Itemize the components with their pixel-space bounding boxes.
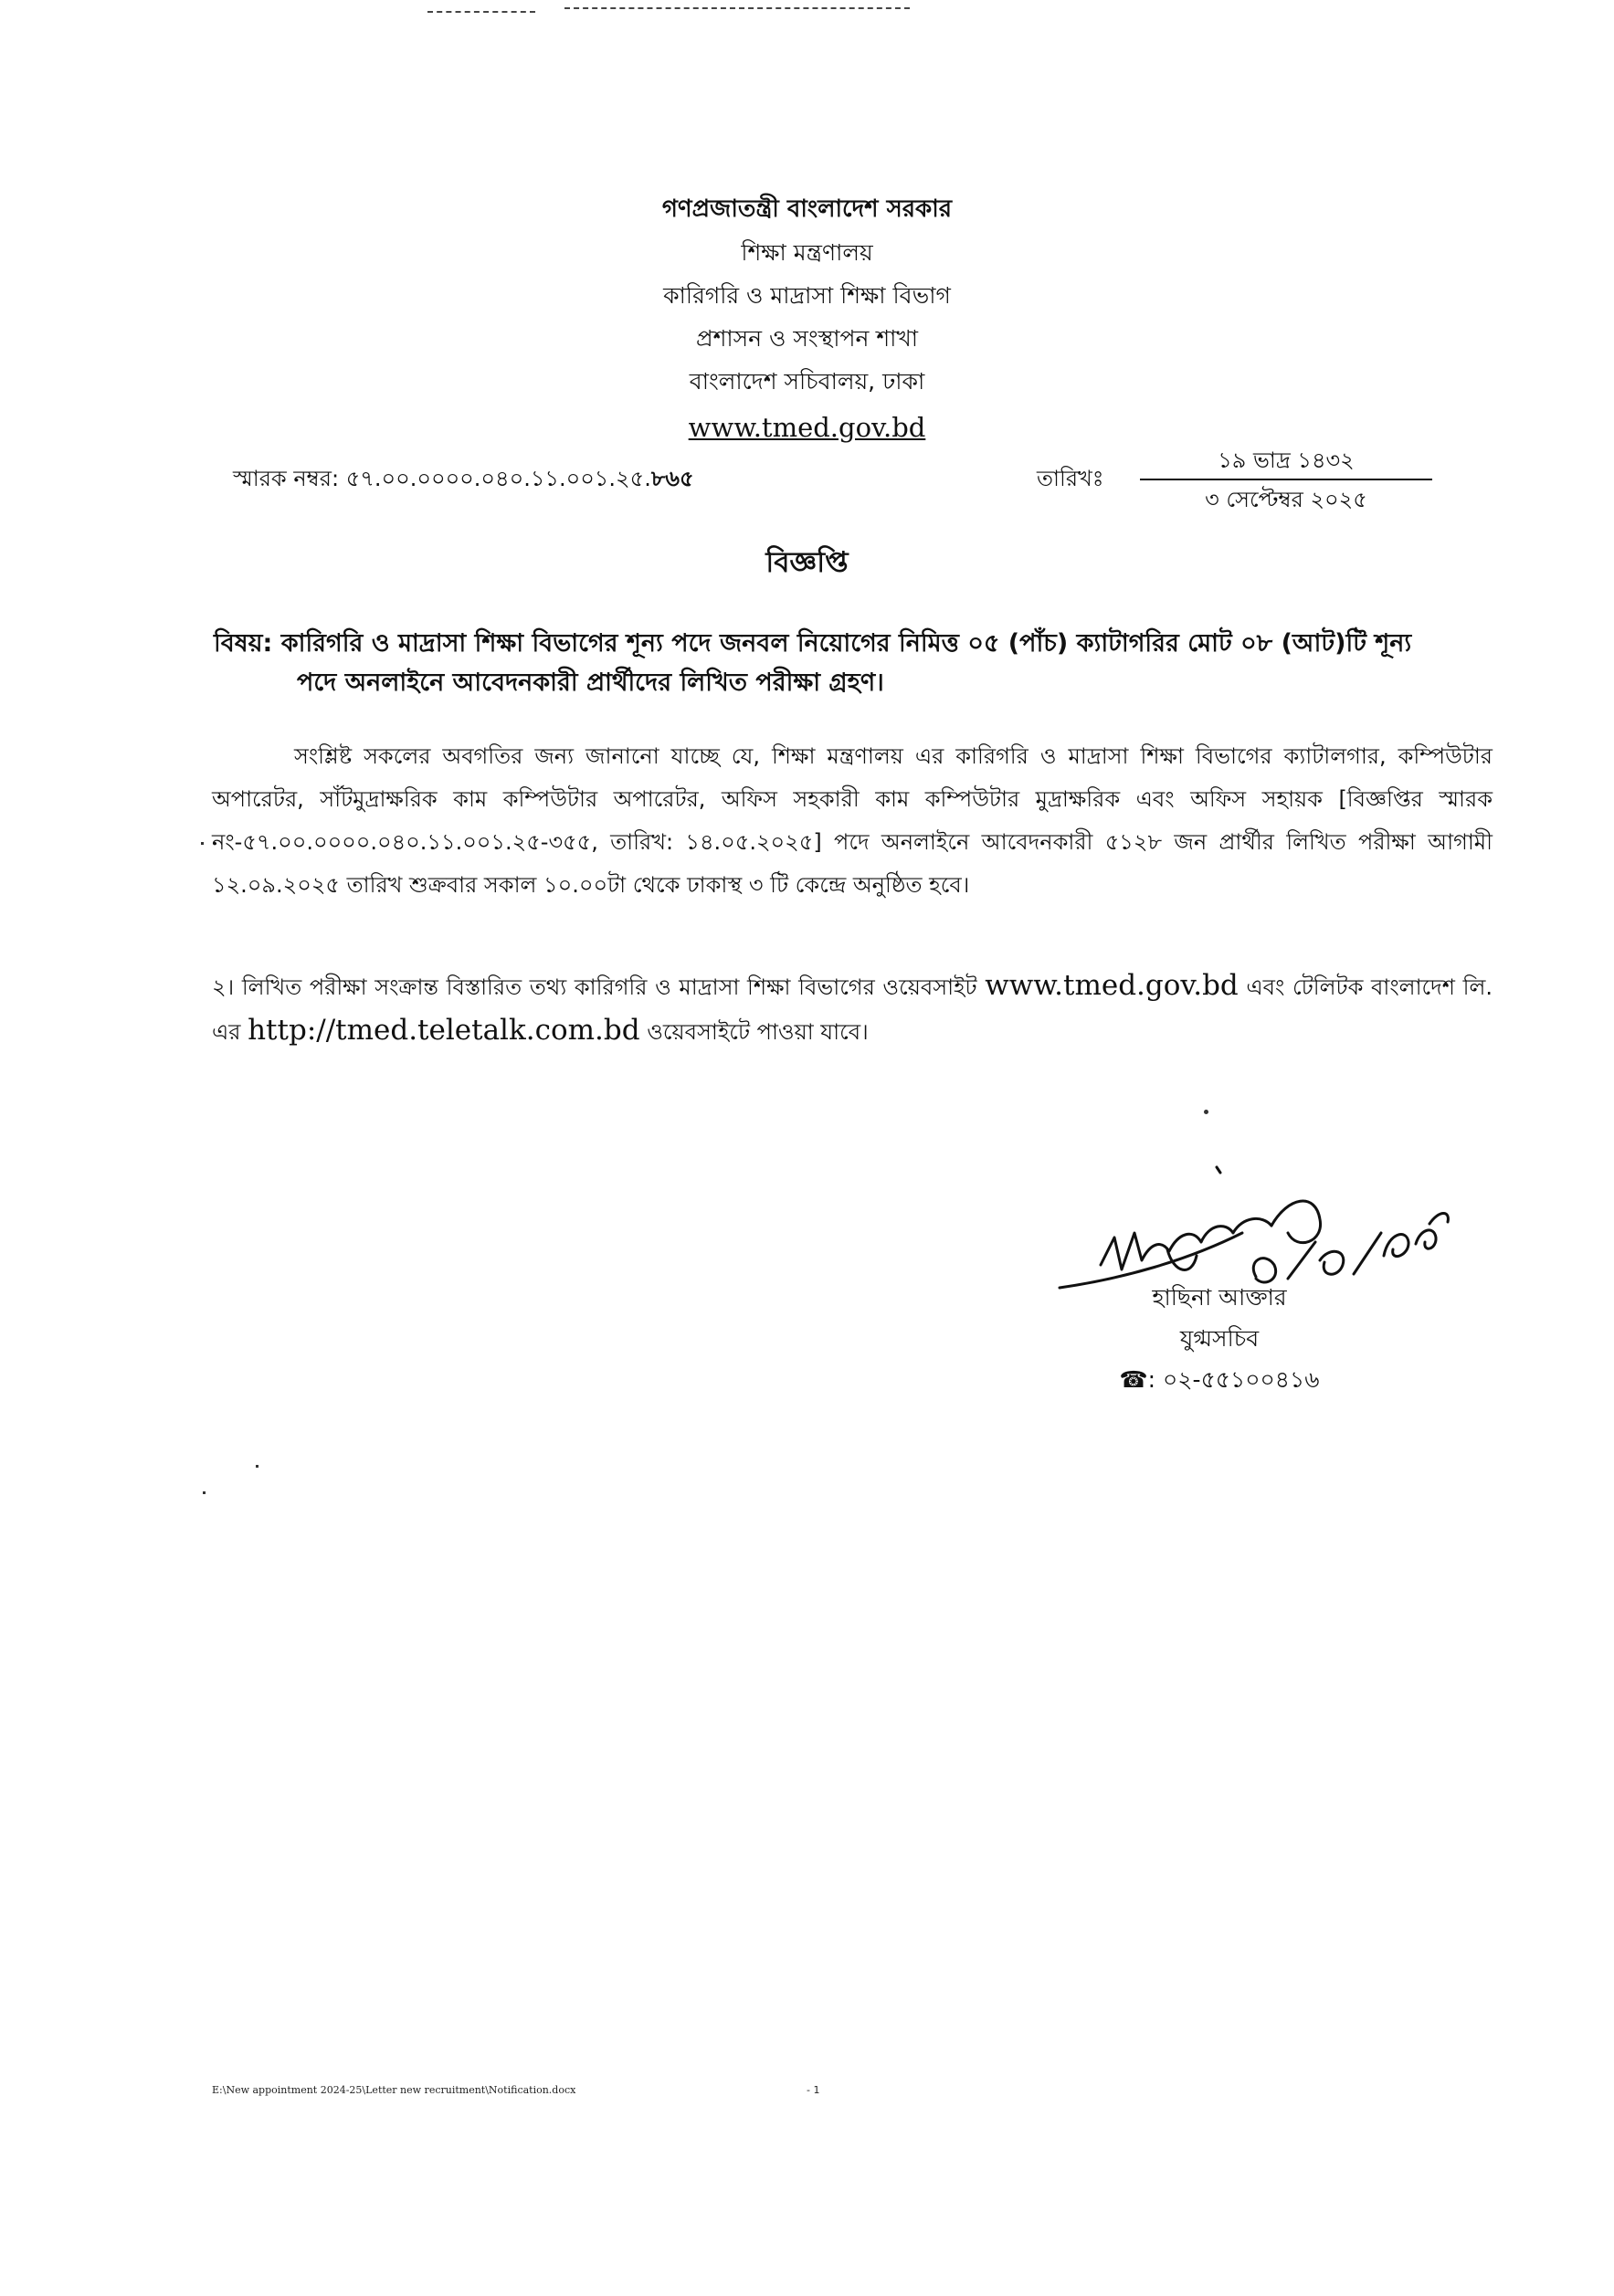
date-label: তারিখঃ bbox=[1037, 466, 1104, 491]
paragraph-2-text: ২। লিখিত পরীক্ষা সংক্রান্ত বিস্তারিত তথ্য কারিগরি ও মাদ্রাসা শিক্ষা বিভাগের ওয়েবসাইট bbox=[212, 974, 986, 1000]
body-paragraph-2 bbox=[212, 964, 1493, 1054]
website-link[interactable]: www.tmed.gov.bd bbox=[688, 412, 926, 443]
scan-artifact bbox=[564, 7, 910, 9]
office-location: বাংলাদেশ সচিবালয়, ঢাকা bbox=[689, 368, 925, 395]
notice-title: বিজ্ঞপ্তি bbox=[765, 546, 849, 579]
letterhead bbox=[0, 188, 1614, 449]
date-gregorian: ৩ সেপ্টেম্বর ২০২৫ bbox=[1205, 487, 1367, 512]
memo-number-bold: ৮৬৫ bbox=[650, 466, 694, 491]
signatory-designation: যুগ্মসচিব bbox=[1179, 1325, 1260, 1352]
division-name: কারিগরি ও মাদ্রাসা শিক্ষা বিভাগ bbox=[663, 282, 951, 309]
subject-line-1: বিষয়: কারিগরি ও মাদ্রাসা শিক্ষা বিভাগের শূন্য পদে জনবল নিয়োগের নিমিত্ত ০৫ (পাঁচ) ক্যাটাগরির মোট ০৮ (আট)টি শূন্য bbox=[214, 629, 1412, 658]
signatory-name: হাছিনা আক্তার bbox=[1152, 1284, 1287, 1311]
body-paragraph-1: সংশ্লিষ্ট সকলের অবগতির জন্য জানানো যাচ্ছে যে, শিক্ষা মন্ত্রণালয় এর কারিগরি ও মাদ্রাসা শিক্ষা বিভাগের ক্যাটালগার, কম্পিউটার অপারেটর, সাঁটমুদ্রাক্ষরিক কাম কম্পিউটার অপারেটর, অফিস সহকারী কাম কম্পিউটার মুদ্রাক্ষরিক এবং অফিস সহায়ক [বিজ্ঞপ্তির স্মারক নং-৫৭.০০.০০০০.০৪০.১১.০০১.২৫-৩৫৫, তারিখ: ১৪.০৫.২০২৫] পদে অনলাইনে আবেদনকারী ৫১২৮ জন প্রার্থীর লিখিত পরীক্ষা আগামী ১২.০৯.২০২৫ তারিখ শুক্রবার সকাল ১০.০০টা থেকে ঢাকাস্থ ৩ টি কেন্দ্রে অনুষ্ঠিত হবে। bbox=[212, 743, 1493, 898]
paragraph-2-text: এবং টেলিটক বাংলাদেশ লি. এর bbox=[212, 974, 1493, 1045]
tmed-website-link[interactable]: www.tmed.gov.bd bbox=[985, 969, 1239, 1002]
memo-label: স্মারক নম্বর: bbox=[233, 466, 346, 491]
date-bangla: ১৯ ভাদ্র ১৪৩২ bbox=[1140, 442, 1432, 480]
telephone-icon: ☎ bbox=[1119, 1366, 1148, 1393]
ministry-name: শিক্ষা মন্ত্রণালয় bbox=[741, 239, 873, 266]
scan-speck bbox=[201, 842, 204, 845]
memo-number bbox=[233, 462, 694, 499]
scan-speck bbox=[203, 1491, 206, 1494]
file-path-footer: E:\New appointment 2024-25\Letter new recruitment\Notification.docx bbox=[212, 2084, 576, 2096]
teletalk-website-link[interactable]: http://tmed.teletalk.com.bd bbox=[248, 1014, 640, 1047]
paragraph-2-text: ওয়েবসাইটে পাওয়া যাবে। bbox=[639, 1019, 869, 1045]
date-box bbox=[1140, 442, 1432, 519]
memo-number-plain: ৫৭.০০.০০০০.০৪০.১১.০০১.২৫. bbox=[345, 466, 651, 491]
page-number: - 1 bbox=[807, 2084, 820, 2096]
signatory-phone bbox=[1050, 1359, 1388, 1400]
scan-speck bbox=[1204, 1110, 1208, 1114]
scan-artifact bbox=[427, 11, 535, 13]
government-name: গণপ্রজাতন্ত্রী বাংলাদেশ সরকার bbox=[661, 195, 953, 223]
phone-number: : ০২-৫৫১০০৪১৬ bbox=[1147, 1366, 1320, 1393]
scan-speck bbox=[256, 1465, 258, 1468]
subject-line-2: পদে অনলাইনে আবেদনকারী প্রার্থীদের লিখিত পরীক্ষা গ্রহণ। bbox=[297, 669, 884, 697]
branch-name: প্রশাসন ও সংস্থাপন শাখা bbox=[695, 325, 919, 352]
